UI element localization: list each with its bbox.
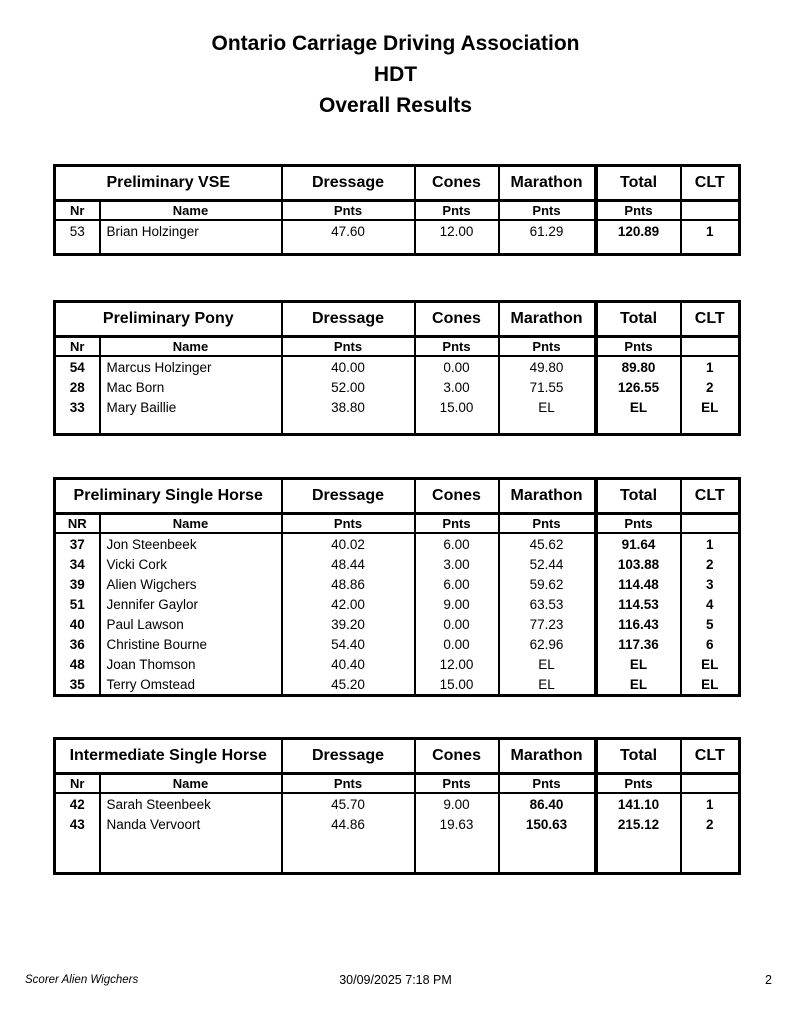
spacer-cell <box>100 417 282 435</box>
spacer-cell <box>282 417 415 435</box>
footer-page-number: 2 <box>765 973 772 987</box>
cell-total: 91.64 <box>596 533 681 554</box>
spacer-cell <box>415 241 499 255</box>
subcol-pnts-dressage: Pnts <box>282 201 415 221</box>
cell-dressage: 40.40 <box>282 654 415 674</box>
subcol-pnts-cones: Pnts <box>415 514 499 534</box>
cell-total: 117.36 <box>596 634 681 654</box>
cell-total: 114.53 <box>596 594 681 614</box>
footer-datetime: 30/09/2025 7:18 PM <box>339 973 452 987</box>
table-body <box>55 793 740 874</box>
cell-dressage: 40.02 <box>282 533 415 554</box>
cell-dressage: 42.00 <box>282 594 415 614</box>
cell-cones: 3.00 <box>415 554 499 574</box>
cell-total: 114.48 <box>596 574 681 594</box>
spacer-cell <box>499 417 596 435</box>
cell-marathon: 71.55 <box>499 377 596 397</box>
subcol-pnts-total: Pnts <box>596 337 681 357</box>
results-table-preliminary-pony <box>53 300 741 436</box>
cell-clt: 1 <box>681 793 740 814</box>
subcol-pnts-dressage: Pnts <box>282 337 415 357</box>
cell-total: EL <box>596 397 681 417</box>
result-row <box>55 574 740 594</box>
cell-marathon: 77.23 <box>499 614 596 634</box>
spacer-cell <box>55 834 100 874</box>
col-cones: Cones <box>415 302 499 337</box>
cell-nr: 35 <box>69 676 85 692</box>
cell-cones: 0.00 <box>415 356 499 377</box>
subcol-name: Name <box>100 337 282 357</box>
cell-marathon: 86.40 <box>499 793 596 814</box>
col-dressage: Dressage <box>282 166 415 201</box>
subcol-name: Name <box>100 514 282 534</box>
cell-cones: 9.00 <box>415 793 499 814</box>
cell-dressage: 48.44 <box>282 554 415 574</box>
cell-cones: 0.00 <box>415 614 499 634</box>
cell-nr: 33 <box>69 399 85 415</box>
results-table-preliminary-vse <box>53 164 741 256</box>
subcol-name: Name <box>100 201 282 221</box>
cell-total: 103.88 <box>596 554 681 574</box>
subcol-pnts-marathon: Pnts <box>499 774 596 794</box>
spacer-cell <box>596 417 681 435</box>
spacer-row <box>55 241 740 255</box>
cell-marathon: 59.62 <box>499 574 596 594</box>
table-header-row <box>55 479 740 514</box>
table-body <box>55 533 740 696</box>
table-subheader-row <box>55 514 740 534</box>
page-title <box>0 28 791 121</box>
subcol-clt-empty <box>681 201 740 221</box>
cell-total: 215.12 <box>596 814 681 834</box>
subcol-pnts-total: Pnts <box>596 201 681 221</box>
results-table-intermediate-single-horse <box>53 737 741 875</box>
cell-marathon: 61.29 <box>499 220 596 241</box>
cell-cones: 9.00 <box>415 594 499 614</box>
col-marathon: Marathon <box>499 479 596 514</box>
title-event: HDT <box>373 63 418 86</box>
table-subheader-row <box>55 337 740 357</box>
cell-total: 126.55 <box>596 377 681 397</box>
subcol-nr: Nr <box>55 201 100 221</box>
col-dressage: Dressage <box>282 739 415 774</box>
division-title: Intermediate Single Horse <box>55 739 282 774</box>
cell-name: Terry Omstead <box>100 674 282 696</box>
table-header-row <box>55 166 740 201</box>
table-subheader-row <box>55 201 740 221</box>
result-row <box>55 533 740 554</box>
col-marathon: Marathon <box>499 302 596 337</box>
footer-scorer: Scorer Alien Wigchers <box>25 974 139 986</box>
subcol-pnts-marathon: Pnts <box>499 337 596 357</box>
spacer-cell <box>282 834 415 874</box>
col-cones: Cones <box>415 479 499 514</box>
cell-marathon: 150.63 <box>499 814 596 834</box>
cell-nr: 53 <box>69 223 85 239</box>
col-clt: CLT <box>681 166 740 201</box>
spacer-cell <box>415 834 499 874</box>
col-clt: CLT <box>681 302 740 337</box>
col-clt: CLT <box>681 739 740 774</box>
cell-nr: 34 <box>69 556 85 572</box>
cell-clt: 3 <box>681 574 740 594</box>
result-row <box>55 674 740 696</box>
spacer-cell <box>681 417 740 435</box>
cell-marathon: 49.80 <box>499 356 596 377</box>
subcol-pnts-dressage: Pnts <box>282 774 415 794</box>
subcol-pnts-cones: Pnts <box>415 201 499 221</box>
result-row <box>55 654 740 674</box>
cell-marathon: 45.62 <box>499 533 596 554</box>
cell-clt: 2 <box>681 814 740 834</box>
col-total: Total <box>596 302 681 337</box>
spacer-cell <box>499 241 596 255</box>
col-total: Total <box>596 479 681 514</box>
subcol-pnts-dressage: Pnts <box>282 514 415 534</box>
cell-clt: 6 <box>681 634 740 654</box>
cell-nr: 51 <box>69 596 85 612</box>
cell-name: Marcus Holzinger <box>100 356 282 377</box>
cell-name: Mac Born <box>100 377 282 397</box>
results-table-preliminary-single-horse <box>53 477 741 697</box>
cell-dressage: 52.00 <box>282 377 415 397</box>
spacer-cell <box>681 241 740 255</box>
spacer-cell <box>415 417 499 435</box>
cell-name: Paul Lawson <box>100 614 282 634</box>
cell-dressage: 54.40 <box>282 634 415 654</box>
spacer-cell <box>55 241 100 255</box>
spacer-cell <box>100 241 282 255</box>
cell-name: Jon Steenbeek <box>100 533 282 554</box>
cell-clt: 2 <box>681 554 740 574</box>
cell-total: 141.10 <box>596 793 681 814</box>
col-total: Total <box>596 739 681 774</box>
spacer-row <box>55 417 740 435</box>
cell-cones: 3.00 <box>415 377 499 397</box>
subcol-nr: NR <box>55 514 100 534</box>
cell-nr: 37 <box>69 536 85 552</box>
cell-total: EL <box>596 674 681 696</box>
cell-nr: 42 <box>69 796 85 812</box>
cell-nr: 36 <box>69 636 85 652</box>
cell-total: 89.80 <box>596 356 681 377</box>
cell-nr: 39 <box>69 576 85 592</box>
cell-marathon: 63.53 <box>499 594 596 614</box>
col-dressage: Dressage <box>282 302 415 337</box>
subcol-pnts-cones: Pnts <box>415 337 499 357</box>
cell-total: 116.43 <box>596 614 681 634</box>
subcol-clt-empty <box>681 337 740 357</box>
table-header-row <box>55 302 740 337</box>
result-row <box>55 594 740 614</box>
subcol-name: Name <box>100 774 282 794</box>
cell-cones: 12.00 <box>415 654 499 674</box>
cell-dressage: 48.86 <box>282 574 415 594</box>
cell-cones: 15.00 <box>415 397 499 417</box>
cell-cones: 12.00 <box>415 220 499 241</box>
cell-total: 120.89 <box>596 220 681 241</box>
col-clt: CLT <box>681 479 740 514</box>
cell-dressage: 40.00 <box>282 356 415 377</box>
cell-name: Mary Baillie <box>100 397 282 417</box>
cell-name: Sarah Steenbeek <box>100 793 282 814</box>
subcol-clt-empty <box>681 774 740 794</box>
result-row <box>55 814 740 834</box>
table-body <box>55 356 740 435</box>
spacer-cell <box>681 834 740 874</box>
cell-cones: 6.00 <box>415 533 499 554</box>
cell-clt: 1 <box>681 220 740 241</box>
subcol-pnts-marathon: Pnts <box>499 201 596 221</box>
cell-name: Vicki Cork <box>100 554 282 574</box>
col-marathon: Marathon <box>499 166 596 201</box>
cell-clt: 4 <box>681 594 740 614</box>
spacer-cell <box>596 834 681 874</box>
cell-name: Brian Holzinger <box>100 220 282 241</box>
result-row <box>55 220 740 241</box>
cell-cones: 19.63 <box>415 814 499 834</box>
cell-clt: EL <box>681 654 740 674</box>
spacer-cell <box>596 241 681 255</box>
subcol-pnts-cones: Pnts <box>415 774 499 794</box>
result-row <box>55 377 740 397</box>
cell-marathon: EL <box>499 654 596 674</box>
cell-marathon: 62.96 <box>499 634 596 654</box>
table-header-row <box>55 739 740 774</box>
cell-name: Joan Thomson <box>100 654 282 674</box>
cell-marathon: EL <box>499 674 596 696</box>
subcol-pnts-total: Pnts <box>596 514 681 534</box>
table-body <box>55 220 740 255</box>
division-title: Preliminary Pony <box>55 302 282 337</box>
cell-clt: 1 <box>681 533 740 554</box>
cell-dressage: 47.60 <box>282 220 415 241</box>
cell-marathon: 52.44 <box>499 554 596 574</box>
spacer-cell <box>282 241 415 255</box>
division-title: Preliminary Single Horse <box>55 479 282 514</box>
col-dressage: Dressage <box>282 479 415 514</box>
cell-nr: 28 <box>69 379 85 395</box>
cell-dressage: 45.20 <box>282 674 415 696</box>
cell-name: Jennifer Gaylor <box>100 594 282 614</box>
cell-nr: 54 <box>69 359 85 375</box>
result-row <box>55 634 740 654</box>
cell-nr: 40 <box>69 616 85 632</box>
cell-cones: 6.00 <box>415 574 499 594</box>
cell-clt: EL <box>681 397 740 417</box>
subcol-nr: Nr <box>55 774 100 794</box>
subcol-nr: Nr <box>55 337 100 357</box>
result-row <box>55 554 740 574</box>
spacer-cell <box>55 417 100 435</box>
cell-name: Nanda Vervoort <box>100 814 282 834</box>
cell-dressage: 44.86 <box>282 814 415 834</box>
result-row <box>55 397 740 417</box>
table-subheader-row <box>55 774 740 794</box>
col-cones: Cones <box>415 166 499 201</box>
subcol-pnts-marathon: Pnts <box>499 514 596 534</box>
result-row <box>55 793 740 814</box>
cell-dressage: 45.70 <box>282 793 415 814</box>
col-marathon: Marathon <box>499 739 596 774</box>
cell-nr: 43 <box>69 816 85 832</box>
division-title: Preliminary VSE <box>55 166 282 201</box>
subcol-pnts-total: Pnts <box>596 774 681 794</box>
cell-dressage: 39.20 <box>282 614 415 634</box>
cell-clt: 5 <box>681 614 740 634</box>
cell-nr: 48 <box>69 656 85 672</box>
cell-name: Alien Wigchers <box>100 574 282 594</box>
cell-clt: EL <box>681 674 740 696</box>
cell-clt: 1 <box>681 356 740 377</box>
subcol-clt-empty <box>681 514 740 534</box>
cell-cones: 0.00 <box>415 634 499 654</box>
result-row <box>55 356 740 377</box>
cell-dressage: 38.80 <box>282 397 415 417</box>
title-association: Ontario Carriage Driving Association <box>211 32 580 55</box>
cell-marathon: EL <box>499 397 596 417</box>
result-row <box>55 614 740 634</box>
spacer-row <box>55 834 740 874</box>
cell-name: Christine Bourne <box>100 634 282 654</box>
cell-cones: 15.00 <box>415 674 499 696</box>
title-results: Overall Results <box>319 94 472 117</box>
cell-total: EL <box>596 654 681 674</box>
col-total: Total <box>596 166 681 201</box>
spacer-cell <box>499 834 596 874</box>
spacer-cell <box>100 834 282 874</box>
cell-clt: 2 <box>681 377 740 397</box>
col-cones: Cones <box>415 739 499 774</box>
